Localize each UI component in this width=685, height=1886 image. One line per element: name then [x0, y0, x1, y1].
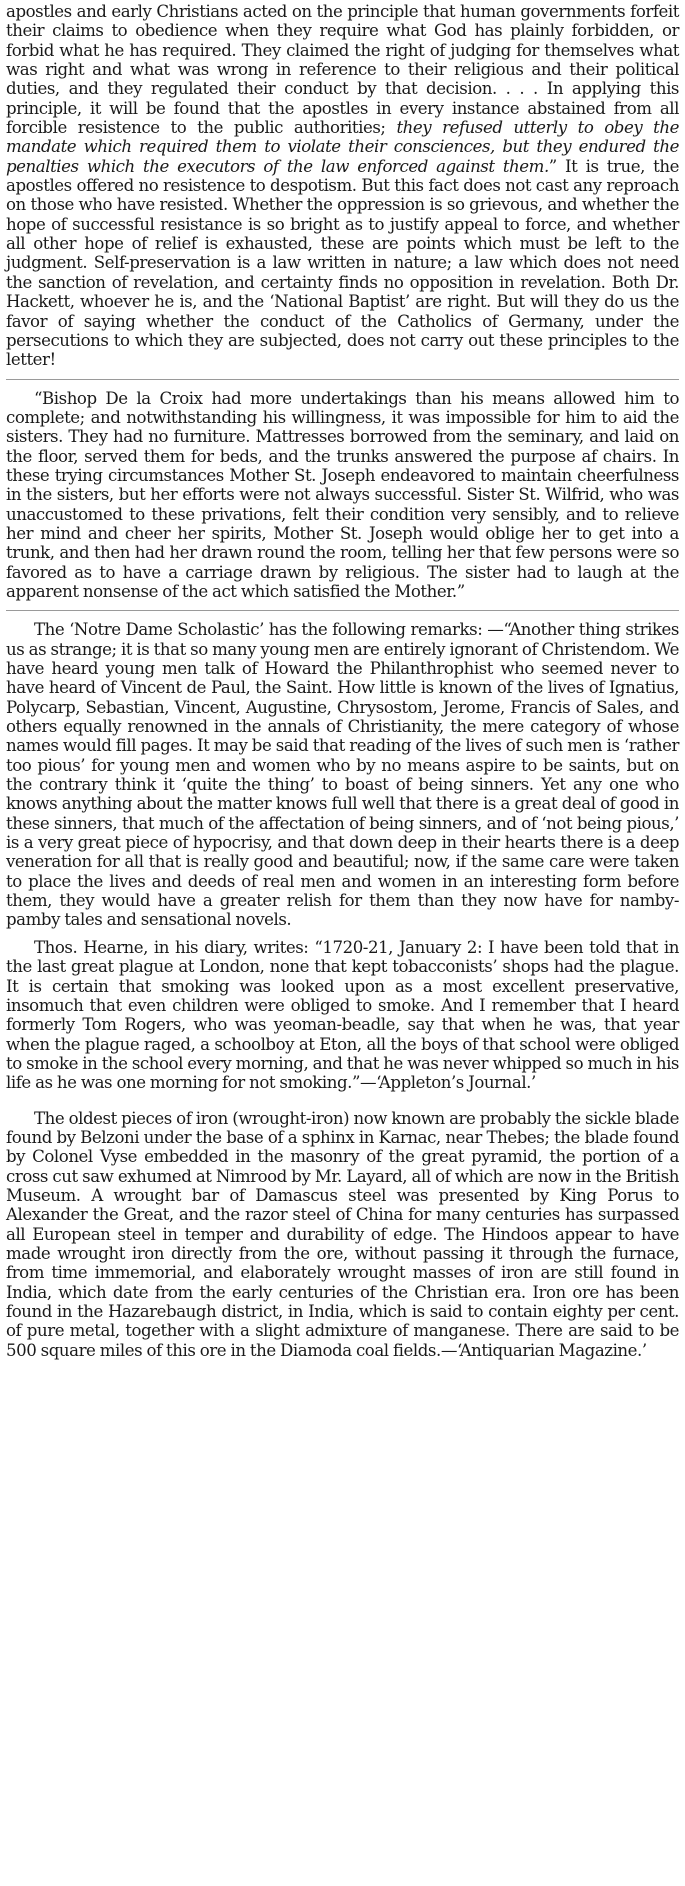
italic-quote: they refused utterly to obey the mandate which required them to violate their consciences, but they endured the penalties which the executors of the law enforced against them. — [6, 118, 679, 176]
paragraph-gap — [6, 930, 679, 938]
paragraph-notre-dame-scholastic: The ‘Notre Dame Scholastic’ has the following remarks: —“Another thing strikes us as strange; it is that so many young men are entirely ignorant of Christendom. We have heard young men talk of Howard the Philanthrophist who seemed never to have heard of Vincent de Paul, the Saint. How little is known of the lives of Ignatius, Polycarp, Sebastian, Vincent, Augustine, Chrysostom, Jerome, Francis of Sales, and others equally renowned in the annals of Christianity, the mere category of whose names would fill pages. It may be said that reading of the lives of such men is ‘rather too pious’ for young men and women who by no means aspire to be saints, but on the contrary think it ‘quite the thing’ to boast of being sinners. Yet any one who knows anything about the matter knows full well that there is a great deal of good in these sinners, that much of the affectation of being sinners, and of ‘not being pious,’ is a very great piece of hypocrisy, and that down deep in their hearts there is a deep veneration for all that is really good and beautiful; now, if the same care were taken to place the lives and deeds of real men and women in an interesting form before them, they would have a greater relish for them than they now have for namby-pamby tales and sensational novels. — [6, 620, 679, 930]
text-run: ” It is true, the apostles offered no resistence to despotism. But this fact does not cast any reproach on those who have resisted. Whether the oppression is so grievous, and whether the hope of successful resistance is so bright as to justify appeal to force, and whether all other hope of relief is exhausted, these are points which must be left to the judgment. Self-preservation is a law written in nature; a law which does not need the sanction of revelation, and certainty finds no opposition in revelation. Both Dr. Hackett, whoever he is, and the ‘National Baptist’ are right. But will they do us the favor of saying whether the conduct of the Catholics of Germany, under the persecutions to which they are subjected, does not carry out these principles to the letter! — [6, 156, 679, 370]
text-run: apostles and early Christians acted on the principle that human governments forfeit their claims to obedience when they require what God has plainly forbidden, or forbid what he has required. They claimed the right of judging for themselves what was right and what was wrong in reference to their religious and their political duties, and they regulated their conduct by that decision. . . . In applying this principle, it will be found that the apostles in every instance abstained from all forcible resistence to the public authorities; — [6, 2, 679, 138]
paragraph-oldest-iron: The oldest pieces of iron (wrought-iron) now known are probably the sickle blade found by Belzoni under the base of a sphinx in Karnac, near Thebes; the blade found by Colonel Vyse embedded in the masonry of the great pyramid, the portion of a cross cut saw exhumed at Nimrood by Mr. Layard, all of which are now in the British Museum. A wrought bar of Damascus steel was presented by King Porus to Alexander the Great, and the razor steel of China for many centuries has surpassed all European steel in temper and durability of edge. The Hindoos appear to have made wrought iron directly from the ore, without passing it through the furnace, from time immemorial, and elaborately wrought masses of iron are still found in India, which date from the early centuries of the Christian era. Iron ore has been found in the Hazarebaugh district, in India, which is said to contain eighty per cent. of pure metal, together with a slight admixture of manganese. There are said to be 500 square miles of this ore in the Diamoda coal fields.—‘Antiquarian Magazine.’ — [6, 1108, 679, 1360]
article-section-iron — [6, 1109, 679, 1360]
article-section-baptist — [6, 2, 679, 370]
paragraph-bishop-de-la-croix: “Bishop De la Croix had more undertakings than his means allowed him to complete; and notwithstanding his willingness, it was impossible for him to aid the sisters. They had no furniture. Mattresses borrowed from the seminary, and laid on the floor, served them for beds, and the trunks answered the purpose af chairs. In these trying circumstances Mother St. Joseph endeavored to maintain cheerfulness in the sisters, but her efforts were not always successful. Sister St. Wilfrid, who was unaccustomed to these privations, felt their condition very sensibly, and to relieve her mind and cheer her spirits, Mother St. Joseph would oblige her to get into a trunk, and then had her drawn round the room, telling her that few persons were so favored as to have a carriage drawn by religious. The sister had to laugh at the apparent nonsense of the act which satisfied the Mother.” — [6, 388, 679, 601]
article-section-mother-st-joseph — [6, 389, 679, 602]
paragraph-apostles — [6, 2, 679, 370]
section-gap — [6, 1093, 679, 1109]
section-divider — [6, 610, 679, 611]
section-divider — [6, 379, 679, 380]
article-section-scholastic — [6, 620, 679, 1092]
paragraph-hearne-diary: Thos. Hearne, in his diary, writes: “1720-21, January 2: I have been told that in the last great plague at London, none that kept tobacconists’ shops had the plague. It is certain that smoking was looked upon as a most excellent preservative, insomuch that even children were obliged to smoke. And I remember that I heard formerly Tom Rogers, who was yeoman-beadle, say that when he was, that year when the plague raged, a schoolboy at Eton, all the boys of that school were obliged to smoke in the school every morning, and that he was never whipped so much in his life as he was one morning for not smoking.”—‘Appleton’s Journal.’ — [6, 937, 679, 1093]
